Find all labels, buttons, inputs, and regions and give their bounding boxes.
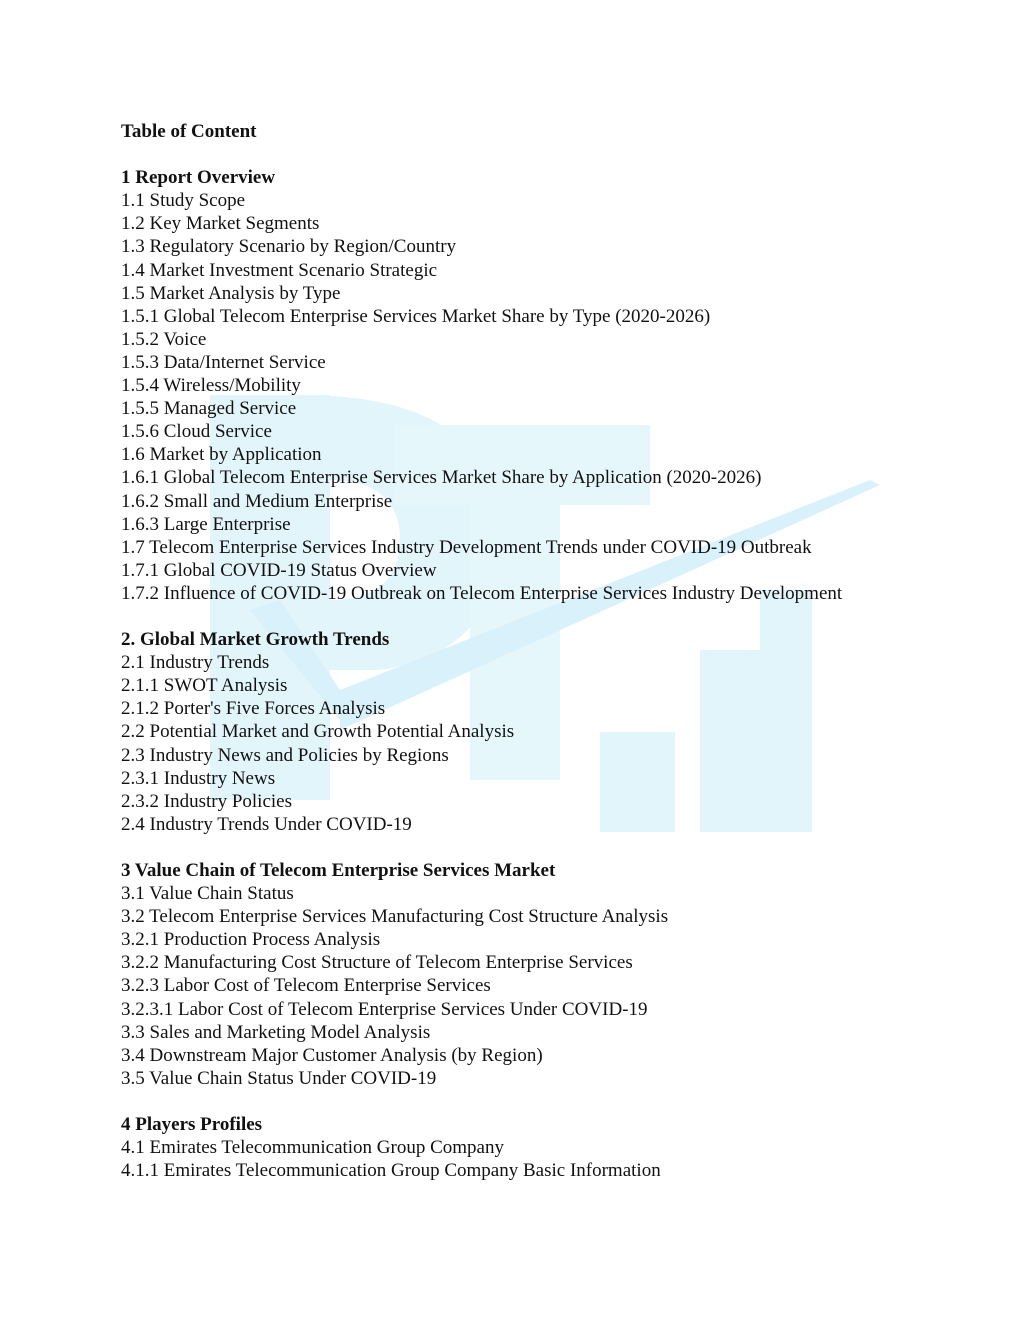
toc-entry: 3.5 Value Chain Status Under COVID-19 — [121, 1067, 437, 1089]
toc-entry: 1.1 Study Scope — [121, 190, 246, 212]
toc-entry: 3.1 Value Chain Status — [121, 883, 294, 905]
toc-section — [121, 166, 842, 605]
toc-entry: 3.2.3 Labor Cost of Telecom Enterprise Services — [121, 975, 491, 997]
toc-entry: 1.7.2 Influence of COVID-19 Outbreak on Telecom Enterprise Services Industry Development — [121, 582, 843, 604]
toc-entry: 3.2 Telecom Enterprise Services Manufacturing Cost Structure Analysis — [121, 906, 669, 928]
toc-entry: 1.5.6 Cloud Service — [121, 421, 272, 443]
toc-entry: 1.2 Key Market Segments — [121, 213, 320, 235]
toc-entry: 1.5.2 Voice — [121, 328, 207, 350]
toc-entry: 1.4 Market Investment Scenario Strategic — [121, 259, 438, 281]
toc-section — [121, 628, 842, 836]
toc-entry: 1.5.5 Managed Service — [121, 398, 297, 420]
toc-entry: 2.3.1 Industry News — [121, 767, 276, 789]
toc-entry: 1.6 Market by Application — [121, 444, 322, 466]
section-heading: 2. Global Market Growth Trends — [121, 629, 390, 651]
toc-entry: 4.1 Emirates Telecommunication Group Company — [121, 1137, 504, 1159]
toc-entry: 1.5.3 Data/Internet Service — [121, 351, 326, 373]
toc-entry: 4.1.1 Emirates Telecommunication Group Company Basic Information — [121, 1160, 661, 1182]
toc-entry: 2.4 Industry Trends Under COVID-19 — [121, 813, 412, 835]
toc-entry: 2.3.2 Industry Policies — [121, 790, 292, 812]
toc-title: Table of Content — [121, 121, 257, 142]
toc-entry: 1.5.4 Wireless/Mobility — [121, 375, 301, 397]
toc-entry: 2.1.1 SWOT Analysis — [121, 675, 288, 697]
toc-entry: 1.6.1 Global Telecom Enterprise Services Market Share by Application (2020-2026) — [121, 467, 762, 489]
toc-entry: 1.7.1 Global COVID-19 Status Overview — [121, 559, 437, 581]
toc-section — [121, 1113, 842, 1182]
toc-entry: 1.7 Telecom Enterprise Services Industry Development Trends under COVID-19 Outbreak — [121, 536, 812, 558]
toc-entry: 1.5.1 Global Telecom Enterprise Services Market Share by Type (2020-2026) — [121, 305, 711, 327]
section-heading: 4 Players Profiles — [121, 1114, 263, 1136]
toc-entry: 2.2 Potential Market and Growth Potential Analysis — [121, 721, 515, 743]
toc-entry: 3.2.3.1 Labor Cost of Telecom Enterprise Services Under COVID-19 — [121, 998, 648, 1020]
toc-entry: 2.1.2 Porter's Five Forces Analysis — [121, 698, 386, 720]
toc-entry: 3.2.1 Production Process Analysis — [121, 929, 381, 951]
toc-section — [121, 859, 842, 1090]
table-of-contents — [121, 120, 842, 1182]
section-heading: 1 Report Overview — [121, 167, 276, 189]
toc-entry: 3.3 Sales and Marketing Model Analysis — [121, 1021, 431, 1043]
toc-entry: 1.6.3 Large Enterprise — [121, 513, 291, 535]
toc-sections — [121, 166, 842, 1182]
section-heading: 3 Value Chain of Telecom Enterprise Services Market — [121, 860, 556, 881]
toc-entry: 1.6.2 Small and Medium Enterprise — [121, 490, 393, 512]
toc-entry: 3.2.2 Manufacturing Cost Structure of Telecom Enterprise Services — [121, 952, 633, 974]
toc-entry: 2.1 Industry Trends — [121, 652, 270, 674]
toc-entry: 1.3 Regulatory Scenario by Region/Country — [121, 236, 457, 258]
toc-entry: 1.5 Market Analysis by Type — [121, 282, 341, 304]
toc-entry: 2.3 Industry News and Policies by Regions — [121, 744, 449, 766]
toc-entry: 3.4 Downstream Major Customer Analysis (by Region) — [121, 1044, 543, 1066]
